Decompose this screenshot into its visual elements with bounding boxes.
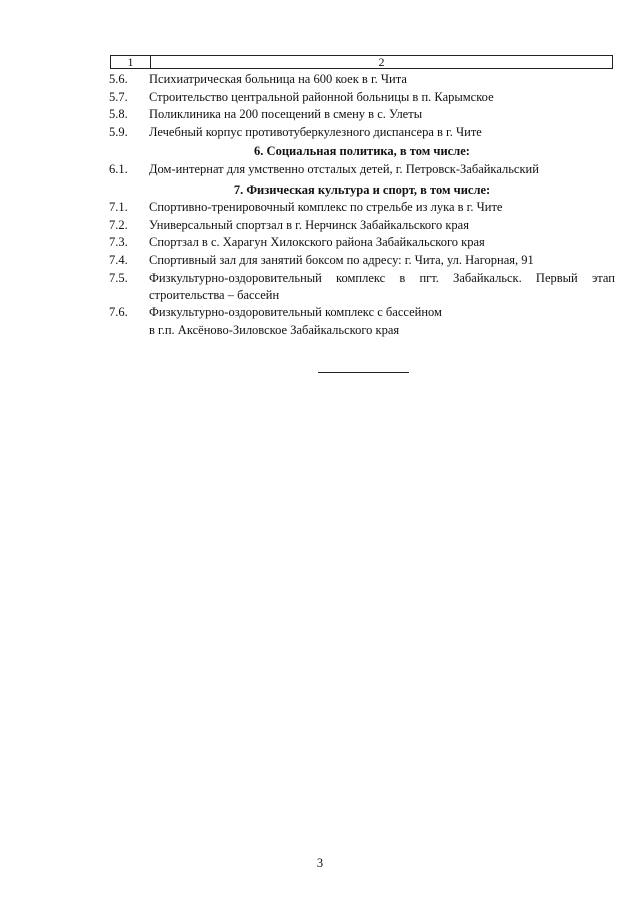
item-number: 7.5. [109, 270, 128, 285]
item-number: 7.6. [109, 305, 128, 320]
column-number-2: 2 [378, 55, 385, 69]
list-item [109, 252, 615, 270]
item-text: Лечебный корпус противотуберкулезного диспансера в г. Чите [149, 124, 482, 139]
item-text: Дом-интернат для умственно отсталых детей, г. Петровск-Забайкальский [149, 161, 539, 176]
list-item [109, 199, 615, 217]
list-item [109, 304, 615, 339]
item-text: Универсальный спортзал в г. Нерчинск Забайкальского края [149, 217, 469, 232]
section-heading-social-policy: 6. Социальная политика, в том числе: [254, 144, 470, 159]
item-text [149, 304, 615, 339]
item-number: 7.2. [109, 217, 128, 232]
item-number: 5.7. [109, 89, 128, 104]
section-heading-sport: 7. Физическая культура и спорт, в том числе: [233, 182, 491, 197]
item-text: Физкультурно-оздоровительный комплекс в пгт. Забайкальск. Первый этап строительства – бассейн [149, 270, 615, 302]
item-text: Поликлиника на 200 посещений в смену в с. Улеты [149, 107, 423, 122]
item-text: Спортзал в с. Харагун Хилокского района Забайкальского края [149, 235, 485, 250]
list-item [109, 71, 615, 89]
item-number: 7.3. [109, 235, 128, 250]
list-item [109, 270, 615, 305]
item-text-line: в г.п. Аксёново-Зиловское Забайкальского края [149, 322, 400, 337]
item-number: 7.4. [109, 252, 128, 267]
item-text: Спортивно-тренировочный комплекс по стрельбе из лука в г. Чите [149, 200, 503, 215]
item-number: 5.8. [109, 107, 128, 122]
column-number-1: 1 [111, 56, 151, 68]
item-number: 5.9. [109, 124, 128, 139]
item-number: 5.6. [109, 72, 128, 86]
item-number: 7.1. [109, 200, 128, 215]
list-item [109, 124, 615, 142]
page-number: 3 [316, 856, 324, 870]
item-text: Спортивный зал для занятий боксом по адресу: г. Чита, ул. Нагорная, 91 [149, 252, 534, 267]
end-rule [318, 372, 409, 373]
table-header-row [110, 55, 613, 69]
item-number: 6.1. [109, 161, 128, 176]
list-item [109, 106, 615, 124]
list-item [109, 161, 615, 179]
item-list [109, 71, 615, 339]
item-text: Строительство центральной районной больницы в п. Карымское [149, 89, 494, 104]
item-text: Психиатрическая больница на 600 коек в г. Чита [149, 72, 407, 86]
list-item [109, 89, 615, 107]
list-item [109, 217, 615, 235]
item-text-line: Физкультурно-оздоровительный комплекс с бассейном [149, 305, 442, 320]
list-item [109, 234, 615, 252]
